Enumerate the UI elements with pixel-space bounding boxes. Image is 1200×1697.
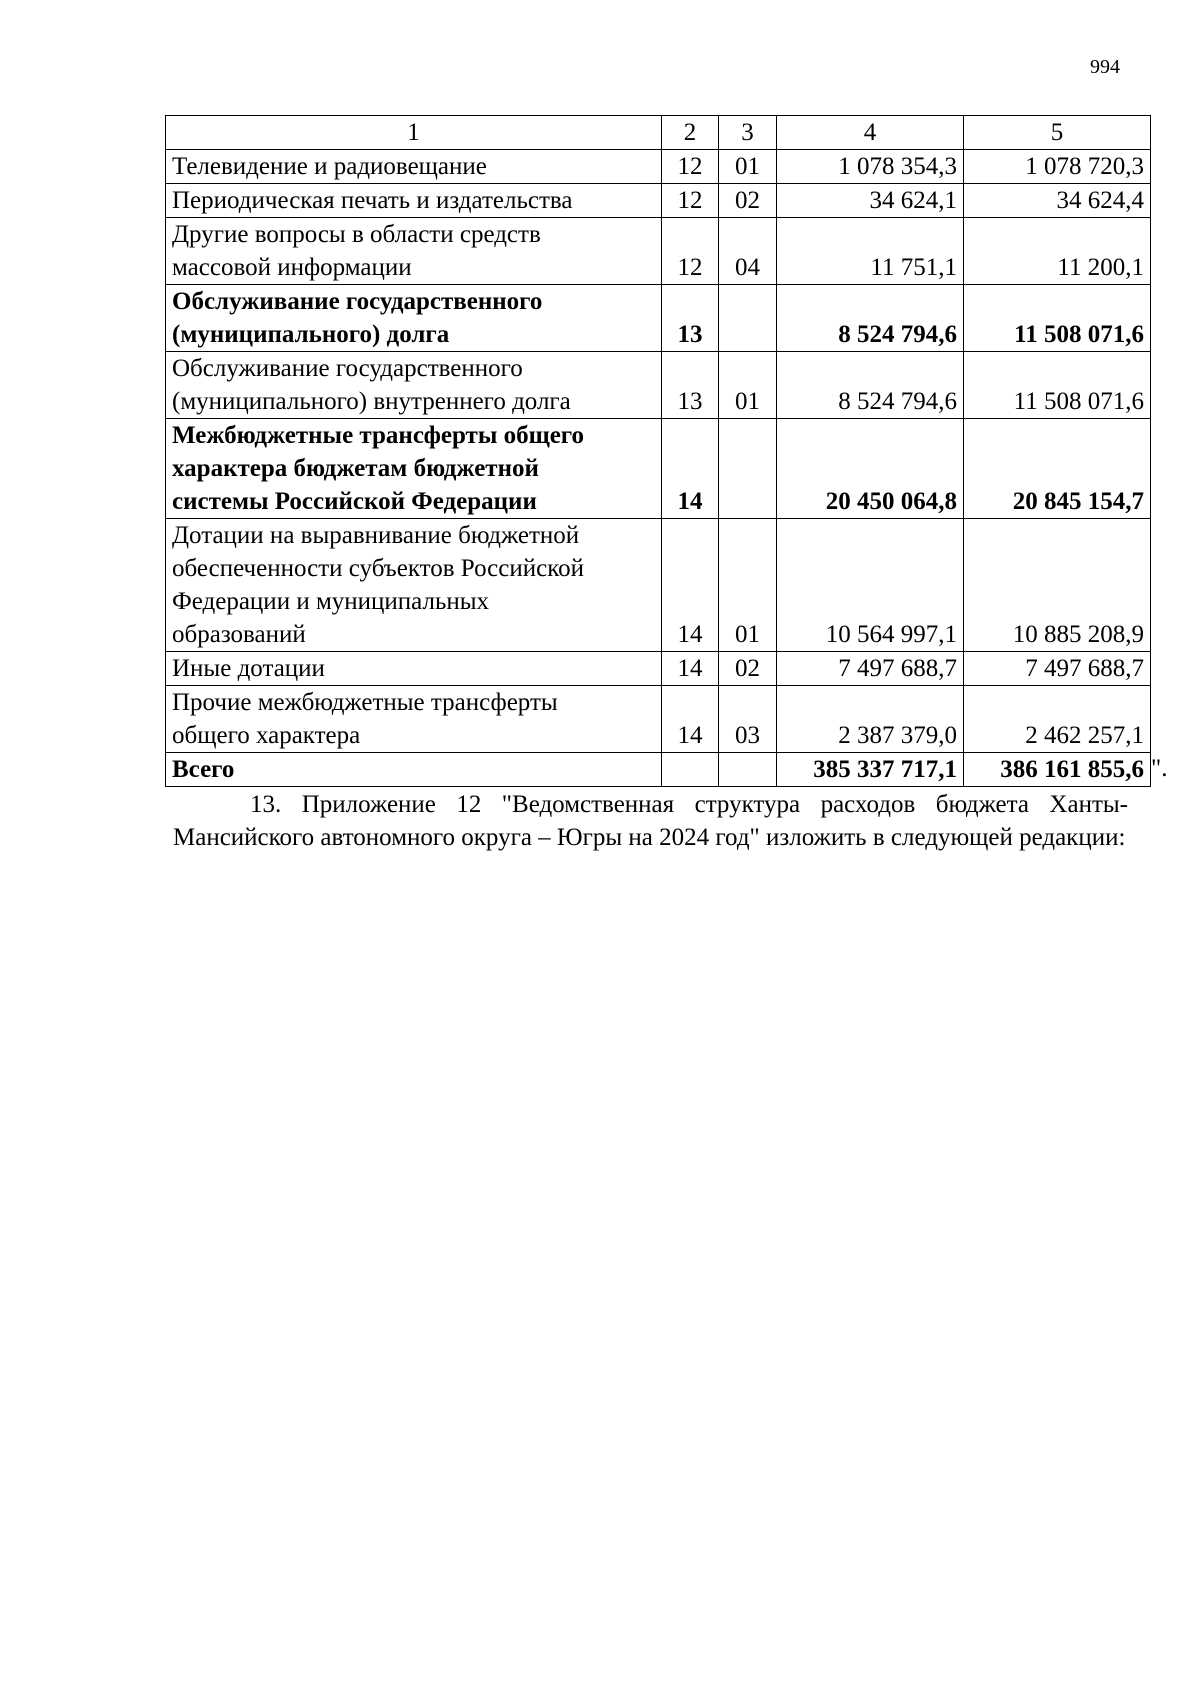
cell-subsection: 01 [719, 150, 777, 184]
cell-subsection: 01 [719, 519, 777, 652]
header-cell-3: 3 [719, 116, 777, 150]
cell-section: 13 [662, 352, 719, 419]
cell-name: Телевидение и радиовещание [166, 150, 662, 184]
table-row [166, 184, 1151, 218]
header-cell-4: 4 [777, 116, 964, 150]
header-cell-2: 2 [662, 116, 719, 150]
table-row [166, 150, 1151, 184]
cell-col4: 8 524 794,6 [777, 285, 964, 352]
cell-col4: 7 497 688,7 [777, 652, 964, 686]
cell-col4: 34 624,1 [777, 184, 964, 218]
cell-col4: 11 751,1 [777, 218, 964, 285]
cell-col5: 1 078 720,3 [964, 150, 1151, 184]
cell-subsection: 03 [719, 686, 777, 753]
cell-col5: 34 624,4 [964, 184, 1151, 218]
table-row [166, 686, 1151, 753]
cell-col5: 20 845 154,7 [964, 419, 1151, 519]
cell-col4: 2 387 379,0 [777, 686, 964, 753]
cell-name: Периодическая печать и издательства [166, 184, 662, 218]
cell-section: 13 [662, 285, 719, 352]
cell-subsection [719, 753, 777, 787]
cell-col5: 2 462 257,1 [964, 686, 1151, 753]
closing-quote-mark: ". [1151, 755, 1168, 782]
table-row [166, 352, 1151, 419]
cell-name: Дотации на выравнивание бюджетной обеспеченности субъектов Российской Федерации и муниципальных образований [166, 519, 662, 652]
amendment-paragraph: 13. Приложение 12 "Ведомственная структура расходов бюджета Ханты-Мансийского автономного округа – Югры на 2024 год" изложить в следующей редакции: [173, 791, 1128, 851]
table-row [166, 419, 1151, 519]
cell-name: Межбюджетные трансферты общего характера бюджетам бюджетной системы Российской Федерации [166, 419, 662, 519]
cell-col4: 10 564 997,1 [777, 519, 964, 652]
cell-name: Обслуживание государственного (муниципального) внутреннего долга [166, 352, 662, 419]
cell-section: 12 [662, 150, 719, 184]
cell-col5: 11 508 071,6 [964, 285, 1151, 352]
cell-subsection [719, 285, 777, 352]
cell-col4: 385 337 717,1 [777, 753, 964, 787]
cell-section: 12 [662, 218, 719, 285]
table-row [166, 652, 1151, 686]
cell-subsection: 02 [719, 184, 777, 218]
cell-section [662, 753, 719, 787]
cell-col4: 20 450 064,8 [777, 419, 964, 519]
cell-name: Прочие межбюджетные трансферты общего характера [166, 686, 662, 753]
cell-name: Всего [166, 753, 662, 787]
cell-subsection: 02 [719, 652, 777, 686]
table-row [166, 753, 1151, 787]
cell-col5: 386 161 855,6 [964, 753, 1151, 787]
page-number: 994 [1090, 56, 1120, 78]
table-header-row [166, 116, 1151, 150]
cell-section: 14 [662, 686, 719, 753]
cell-col4: 1 078 354,3 [777, 150, 964, 184]
header-cell-1: 1 [166, 116, 662, 150]
cell-subsection [719, 419, 777, 519]
cell-name: Другие вопросы в области средств массовой информации [166, 218, 662, 285]
table-row [166, 285, 1151, 352]
table-row [166, 218, 1151, 285]
header-cell-5: 5 [964, 116, 1151, 150]
cell-col5: 11 200,1 [964, 218, 1151, 285]
cell-col5: 10 885 208,9 [964, 519, 1151, 652]
cell-subsection: 01 [719, 352, 777, 419]
cell-subsection: 04 [719, 218, 777, 285]
cell-name: Обслуживание государственного (муниципального) долга [166, 285, 662, 352]
cell-section: 14 [662, 652, 719, 686]
cell-col5: 11 508 071,6 [964, 352, 1151, 419]
cell-name: Иные дотации [166, 652, 662, 686]
cell-section: 12 [662, 184, 719, 218]
cell-col4: 8 524 794,6 [777, 352, 964, 419]
cell-col5: 7 497 688,7 [964, 652, 1151, 686]
table-row [166, 519, 1151, 652]
cell-section: 14 [662, 419, 719, 519]
budget-table [165, 115, 1151, 787]
cell-section: 14 [662, 519, 719, 652]
